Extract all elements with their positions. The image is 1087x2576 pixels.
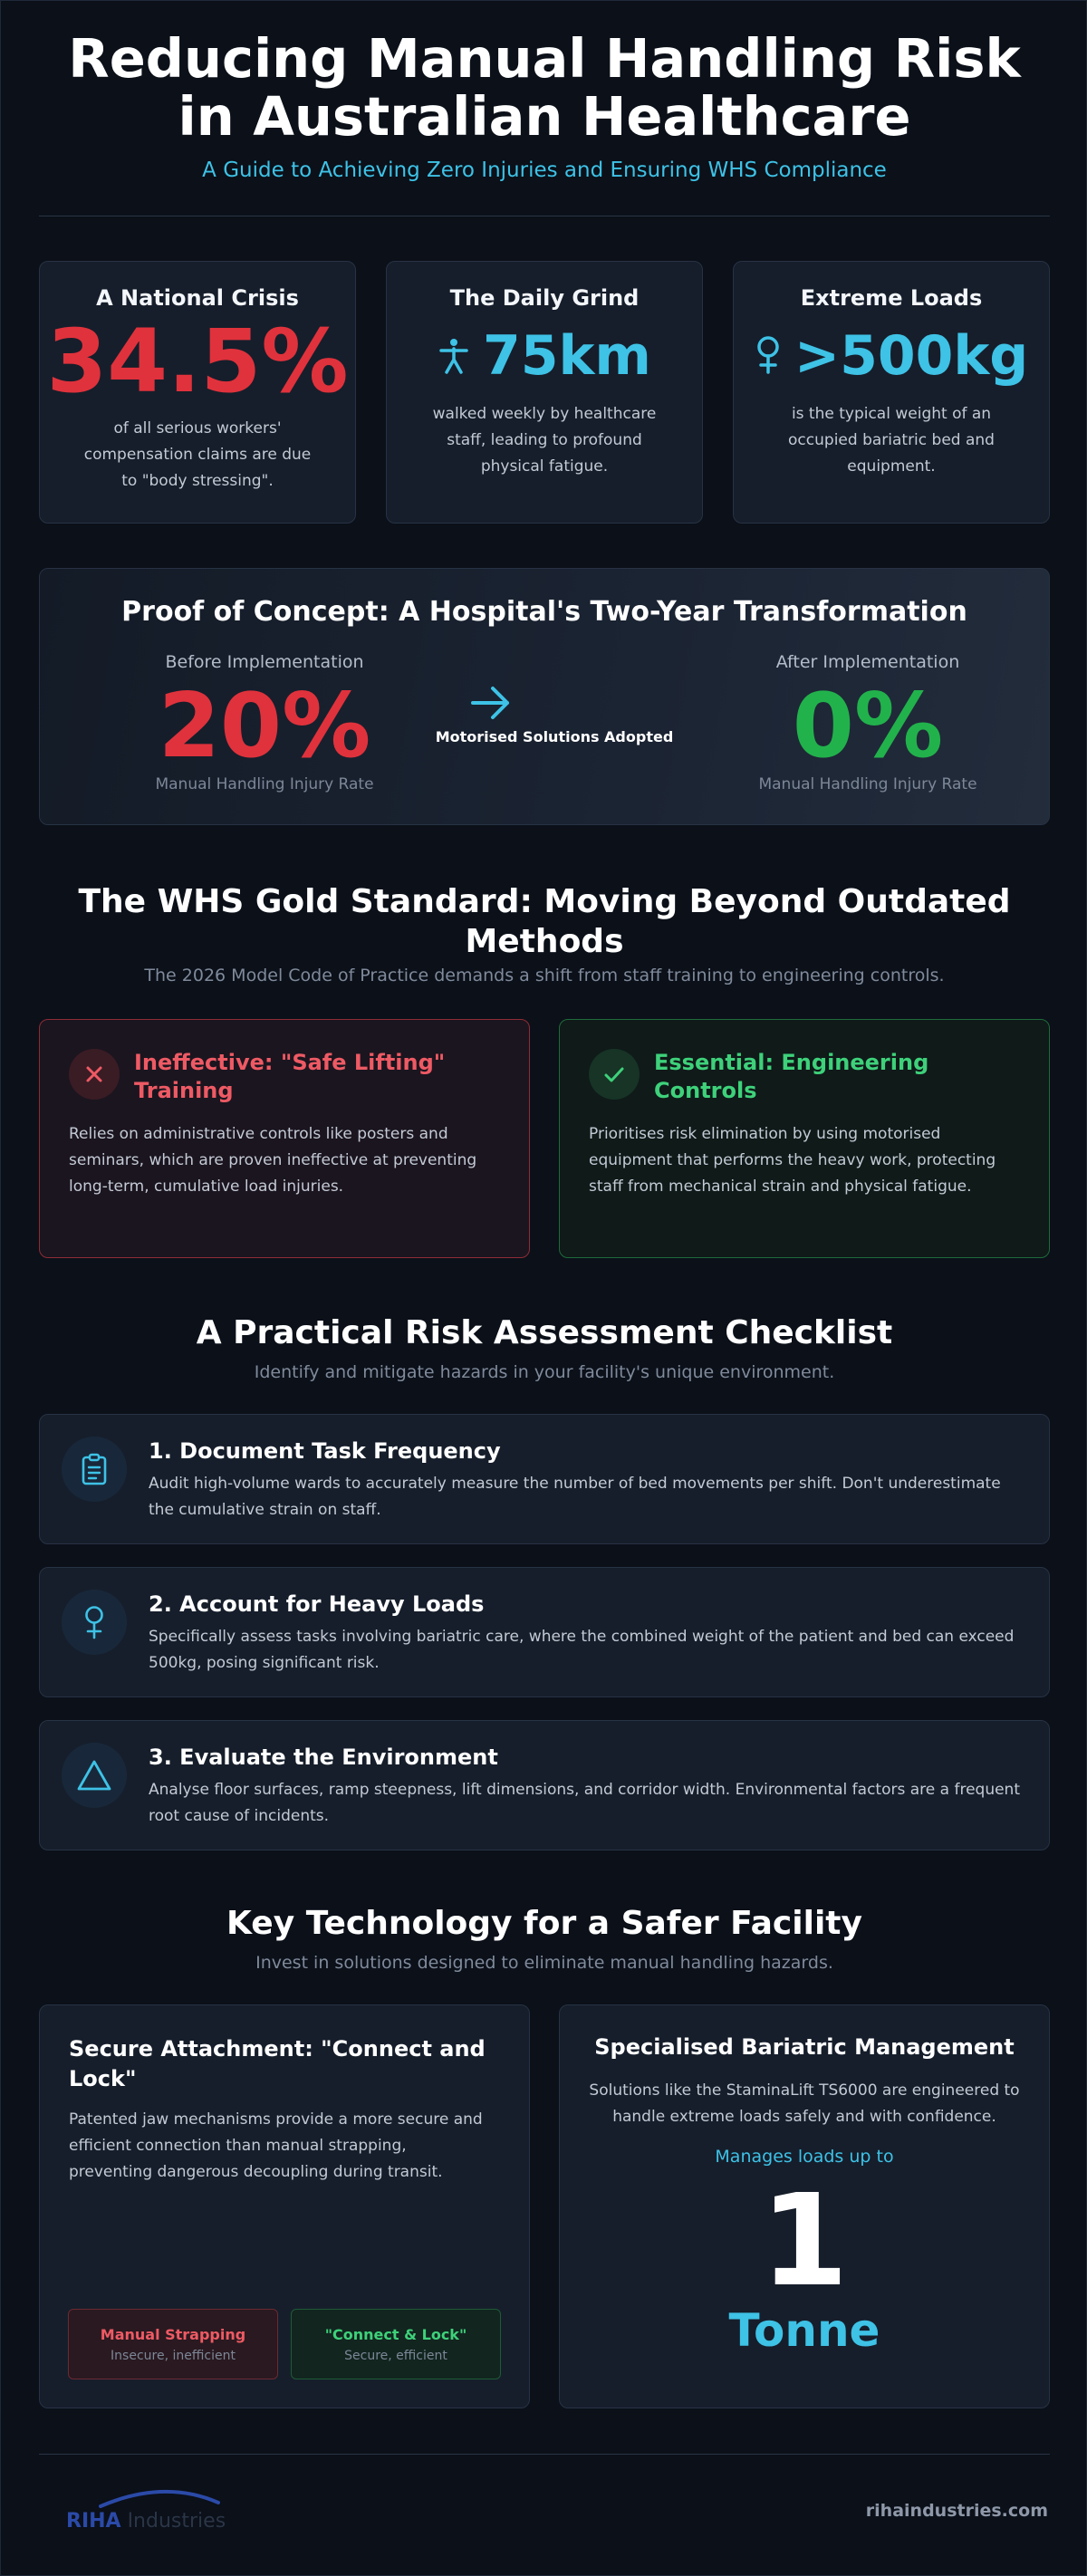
page-title: Reducing Manual Handling Risk in Australian Healthcare <box>68 27 1021 148</box>
bariatric-title: Specialised Bariatric Management <box>594 2034 1015 2060</box>
stat-description: of all serious workers' compensation claims are due to "body stressing". <box>83 419 312 490</box>
checklist-item-body: Analyse floor surfaces, ramp steepness, lift dimensions, and corridor width. Environmental factors are a frequent root cause of incidents. <box>149 1781 1020 1825</box>
stat-title: A National Crisis <box>96 285 299 311</box>
website-link[interactable]: rihaindustries.com <box>865 2501 1048 2521</box>
connect-lock-sub: Secure, efficient <box>344 2349 447 2363</box>
stat-card-national-crisis <box>39 261 356 524</box>
technology-title: Key Technology for a Safer Facility <box>226 1905 862 1942</box>
company-logo <box>64 2483 255 2537</box>
checklist-item <box>39 1567 1050 1697</box>
capacity-unit: Tonne <box>728 2304 880 2357</box>
ineffective-card <box>39 1019 530 1258</box>
checklist-item-body: Specifically assess tasks involving bariatric care, where the combined weight of the patient and bed can exceed 500kg, posing significant risk. <box>149 1628 1015 1672</box>
manual-strapping-sub: Insecure, inefficient <box>111 2349 236 2363</box>
bariatric-body: Solutions like the StaminaLift TS6000 are engineered to handle extreme loads safely and with confidence. <box>589 2081 1020 2126</box>
after-caption: Manual Handling Injury Rate <box>758 775 977 793</box>
logo-text: RIHA Industries <box>66 2510 226 2533</box>
checklist-item <box>39 1720 1050 1850</box>
secure-attachment-body: Patented jaw mechanisms provide a more secure and efficient connection than manual strapping, preventing dangerous decoupling during transit. <box>69 2110 483 2181</box>
close-icon <box>69 1049 120 1100</box>
stat-description: walked weekly by healthcare staff, leading to profound physical fatigue. <box>432 405 657 476</box>
checkmark-icon <box>589 1049 640 1100</box>
stat-card-extreme-loads <box>733 261 1050 524</box>
before-column <box>129 652 400 793</box>
connect-lock-badge <box>291 2309 501 2379</box>
ineffective-body: Relies on administrative controls like posters and seminars, which are proven ineffective at preventing long-term, cumulative load injuries. <box>69 1125 477 1196</box>
after-value: 0% <box>792 675 944 778</box>
after-column <box>732 652 1004 793</box>
stat-card-daily-grind <box>386 261 703 524</box>
page-subtitle: A Guide to Achieving Zero Injuries and Ensuring WHS Compliance <box>202 159 887 182</box>
footer-divider <box>39 2454 1050 2455</box>
transition-label: Motorised Solutions Adopted <box>435 728 674 745</box>
manual-strapping-badge <box>68 2309 278 2379</box>
ineffective-title: Ineffective: "Safe Lifting" Training <box>134 1050 446 1103</box>
hero <box>1 27 1087 182</box>
stat-title: Extreme Loads <box>800 285 983 311</box>
clipboard-icon <box>62 1437 127 1502</box>
gold-standard-title: The WHS Gold Standard: Moving Beyond Outdated Methods <box>78 883 1011 960</box>
walking-person-icon <box>438 329 470 383</box>
checklist-subtitle: Identify and mitigate hazards in your facility's unique environment. <box>254 1362 835 1382</box>
warning-triangle-icon <box>62 1743 127 1808</box>
stat-value: 75km <box>387 329 702 383</box>
essential-body: Prioritises risk elimination by using motorised equipment that performs the heavy work, protecting staff from mechanical strain and physical fatigue. <box>589 1125 996 1196</box>
checklist-item-body: Audit high-volume wards to accurately measure the number of bed movements per shift. Don't underestimate the cumulative strain on staff. <box>149 1475 1001 1519</box>
bariatric-management-card <box>559 2004 1050 2408</box>
checklist-item-title: 3. Evaluate the Environment <box>149 1745 498 1770</box>
proof-of-concept-card <box>39 568 1050 825</box>
capacity-value: 1 <box>760 2167 849 2315</box>
weight-icon <box>755 329 782 383</box>
manages-label: Manages loads up to <box>715 2147 894 2167</box>
after-label: After Implementation <box>775 652 960 672</box>
stat-title: The Daily Grind <box>449 285 640 311</box>
manual-strapping-label: Manual Strapping <box>100 2326 246 2343</box>
before-label: Before Implementation <box>165 652 364 672</box>
weight-icon <box>62 1590 127 1655</box>
stat-description: is the typical weight of an occupied bariatric bed and equipment. <box>788 405 995 476</box>
connect-lock-label: "Connect & Lock" <box>324 2326 467 2343</box>
essential-card <box>559 1019 1050 1258</box>
stat-value: 34.5% <box>46 311 349 412</box>
essential-header <box>589 1049 1007 1105</box>
gold-standard-subtitle: The 2026 Model Code of Practice demands a shift from staff training to engineering controls. <box>144 966 945 985</box>
checklist-title: A Practical Risk Assessment Checklist <box>196 1314 893 1351</box>
checklist-item-title: 1. Document Task Frequency <box>149 1438 501 1464</box>
before-caption: Manual Handling Injury Rate <box>155 775 374 793</box>
before-value: 20% <box>158 675 371 778</box>
checklist-item <box>39 1414 1050 1544</box>
proof-title: Proof of Concept: A Hospital's Two-Year Transformation <box>121 596 967 628</box>
stat-value: >500kg <box>734 329 1049 383</box>
essential-title: Essential: Engineering Controls <box>654 1050 929 1103</box>
arrow-right-icon <box>469 683 513 726</box>
ineffective-header <box>69 1049 487 1105</box>
technology-subtitle: Invest in solutions designed to eliminate manual handling hazards. <box>255 1953 833 1973</box>
checklist-item-title: 2. Account for Heavy Loads <box>149 1591 485 1617</box>
secure-attachment-title: Secure Attachment: "Connect and Lock" <box>69 2036 486 2091</box>
